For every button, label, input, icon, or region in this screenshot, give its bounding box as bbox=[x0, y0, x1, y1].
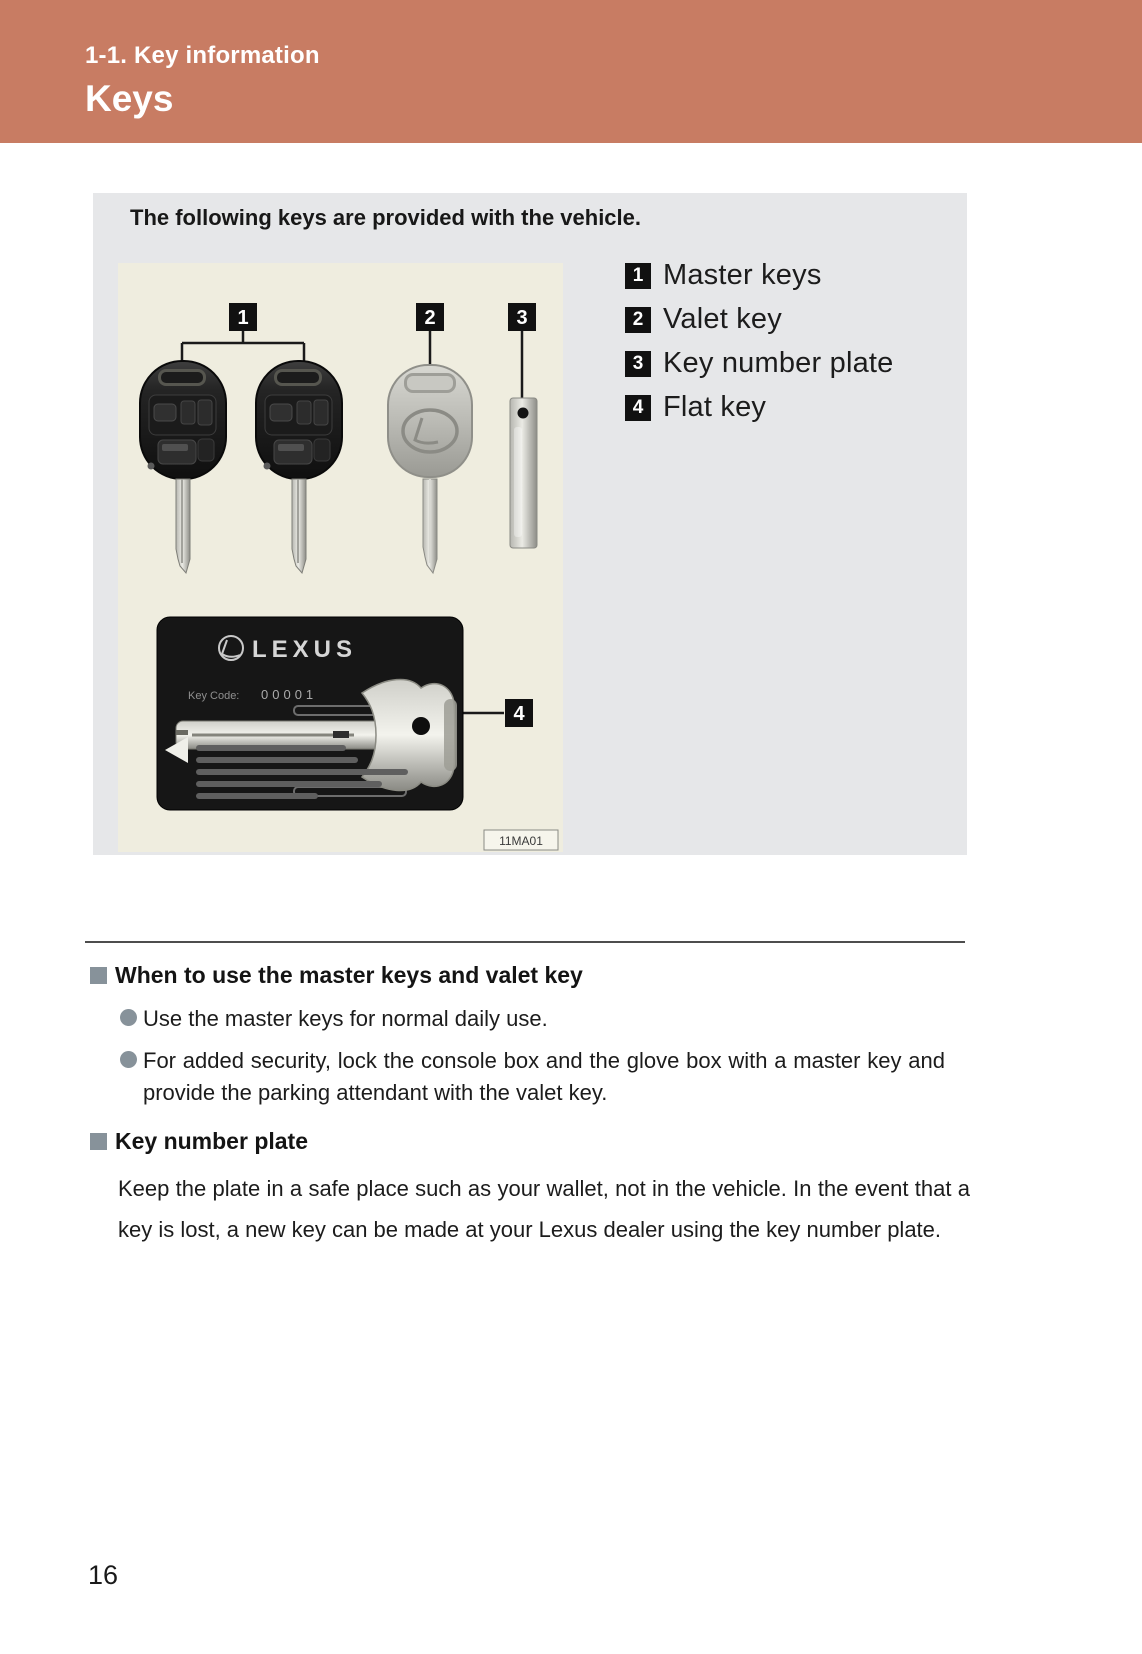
legend-item-master-keys bbox=[625, 261, 894, 290]
legend-label-master-keys: Master keys bbox=[663, 259, 822, 291]
callout-label-3: 3 bbox=[516, 307, 528, 329]
bullet-item-daily-use bbox=[120, 1003, 548, 1035]
legend-number-4: 4 bbox=[625, 395, 651, 421]
legend-number-2: 2 bbox=[625, 307, 651, 333]
figure-box bbox=[93, 193, 967, 855]
legend-item-flat-key bbox=[625, 393, 894, 422]
note-heading-key-number-plate bbox=[90, 1128, 308, 1155]
note-paragraph-key-number-plate: Keep the plate in a safe place such as your wallet, not in the vehicle. In the event that a key is lost, a new key can be made at your Lexus dealer using the key number plate. bbox=[118, 1176, 970, 1242]
page-number: 16 bbox=[88, 1560, 119, 1590]
key-card-illustration bbox=[157, 617, 463, 810]
key-code-value: 00001 bbox=[261, 687, 318, 702]
legend-label-valet-key: Valet key bbox=[663, 303, 782, 335]
legend-item-valet-key bbox=[625, 305, 894, 334]
callout-label-2: 2 bbox=[424, 307, 436, 329]
legend-number-1: 1 bbox=[625, 263, 651, 289]
card-brand-text: LEXUS bbox=[252, 636, 358, 663]
note-heading-label: Key number plate bbox=[115, 1128, 308, 1154]
keys-photo bbox=[118, 263, 563, 852]
figure-intro: The following keys are provided with the vehicle. bbox=[130, 205, 642, 230]
callout-label-1: 1 bbox=[237, 307, 249, 329]
page-title: Keys bbox=[85, 78, 174, 119]
legend-item-key-number-plate bbox=[625, 349, 894, 378]
square-bullet-icon bbox=[90, 967, 107, 984]
keys-illustration bbox=[118, 263, 563, 852]
bullet-text-added-security: For added security, lock the console box and the glove box with a master key and provide the parking attendant with the valet key. bbox=[143, 1048, 945, 1105]
bullet-text-daily-use: Use the master keys for normal daily use. bbox=[143, 1006, 548, 1031]
note-heading-label: When to use the master keys and valet key bbox=[115, 962, 583, 988]
photo-caption: 11MA01 bbox=[499, 834, 543, 848]
square-bullet-icon bbox=[90, 1133, 107, 1150]
chapter-label: 1-1. Key information bbox=[85, 42, 320, 69]
legend-label-flat-key: Flat key bbox=[663, 391, 767, 423]
circle-bullet-icon bbox=[120, 1009, 137, 1026]
circle-bullet-icon bbox=[120, 1051, 137, 1068]
legend-label-key-number-plate: Key number plate bbox=[663, 347, 894, 379]
key-number-plate-illustration bbox=[510, 398, 537, 548]
bullet-item-added-security bbox=[120, 1045, 945, 1109]
legend-number-3: 3 bbox=[625, 351, 651, 377]
figure-legend bbox=[625, 261, 894, 437]
page-header bbox=[0, 0, 1142, 143]
note-heading-when-to-use bbox=[90, 962, 583, 989]
key-code-label: Key Code: bbox=[188, 690, 240, 702]
callout-label-4: 4 bbox=[513, 703, 525, 725]
section-divider bbox=[85, 941, 965, 943]
